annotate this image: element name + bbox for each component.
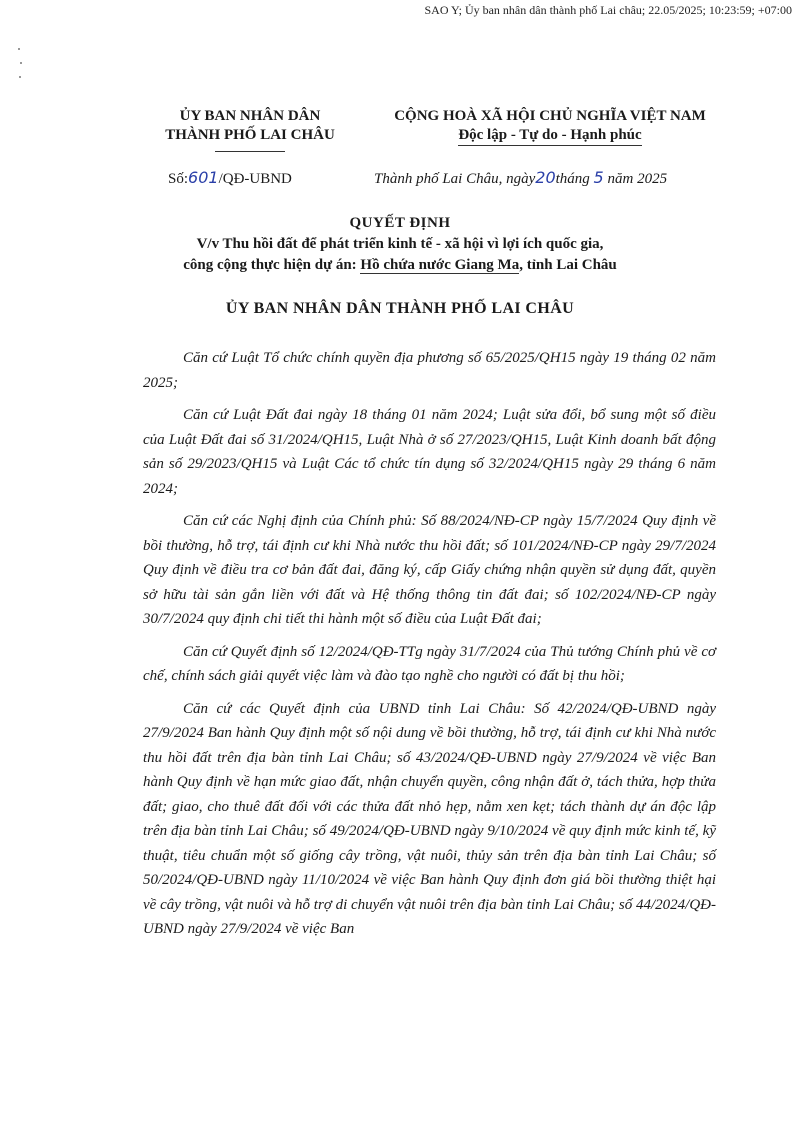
decision-heading: QUYẾT ĐỊNH: [349, 215, 451, 231]
decision-subject-line1: V/v Thu hồi đất để phát triển kinh tế - xã hội vì lợi ích quốc gia,: [196, 236, 604, 252]
document-number: [168, 168, 292, 188]
decision-title: [0, 213, 800, 276]
legal-basis-paragraph: Căn cứ Quyết định số 12/2024/QĐ-TTg ngày 31/7/2024 của Thủ tướng Chính phủ về cơ chế, chính sách giải quyết việc làm và đào tạo nghề cho người có đất bị thu hồi;: [143, 643, 716, 684]
date-day: 20: [535, 168, 556, 187]
legal-basis-paragraph: Căn cứ các Nghị định của Chính phủ: Số 88/2024/NĐ-CP ngày 15/7/2024 Quy định về bồi thường, hỗ trợ, tái định cư khi Nhà nước thu hồi đất; số 101/2024/NĐ-CP ngày 29/7/2024 Quy định về điều tra cơ bản đất đai, đăng ký, cấp Giấy chứng nhận quyền sử dụng đất, quyền sở hữu tài sản gắn liền với đất và Hệ thống thông tin đất đai; số 102/2024/NĐ-CP ngày 30/7/2024 quy định chi tiết thi hành một số điều của Luật Đất đai;: [143, 513, 716, 627]
document-number-handwritten: 601: [188, 168, 219, 187]
date-month: 5: [593, 168, 604, 187]
decision-subject-line2: công cộng thực hiện dự án: Hồ chứa nước Giang Ma, tỉnh Lai Châu: [183, 257, 617, 273]
national-name: CỘNG HOÀ XÃ HỘI CHỦ NGHĨA VIỆT NAM: [394, 108, 706, 124]
document-number-prefix: Số:: [168, 171, 189, 187]
document-date: [374, 168, 667, 188]
legal-basis-paragraph: Căn cứ Luật Tổ chức chính quyền địa phương số 65/2025/QH15 ngày 19 tháng 02 năm 2025;: [143, 350, 716, 391]
legal-basis-paragraph: Căn cứ các Quyết định của UBND tỉnh Lai Châu: Số 42/2024/QĐ-UBND ngày 27/9/2024 Ban hành Quy định một số nội dung về bồi thường, hỗ trợ, tái định cư khi Nhà nước thu hồi đất trên địa bàn tỉnh Lai Châu; số 43/2024/QĐ-UBND ngày 27/9/2024 về việc Ban hành Quy định về hạn mức giao đất, nhận chuyển quyền, công nhận đất ở, tách thửa, hợp thửa đất; giao, cho thuê đất đối với các thửa đất nhỏ hẹp, nằm xen kẹt; tách thành dự án độc lập trên địa bàn tỉnh Lai Châu; số 49/2024/QĐ-UBND ngày 9/10/2024 về quy định mức kinh tế, kỹ thuật, tiêu chuẩn một số giống cây trồng, vật nuôi, thủy sản trên địa bàn tỉnh Lai Châu; số 50/2024/QĐ-UBND ngày 11/10/2024 về việc Ban hành Quy định đơn giá bồi thường thiệt hại về cây trồng, vật nuôi và hỗ trợ di chuyển vật nuôi trên địa bàn tỉnh Lai Châu; số 44/2024/QĐ-UBND ngày 27/9/2024 về việc Ban: [143, 700, 716, 937]
issuing-authority-line2: THÀNH PHỐ LAI CHÂU: [165, 127, 335, 143]
scan-specks: [18, 48, 24, 88]
legal-basis-body: [143, 346, 716, 950]
date-suffix: năm 2025: [607, 171, 668, 187]
authority-underline: [215, 151, 285, 152]
date-mid: tháng: [555, 171, 590, 187]
project-name: Hồ chứa nước Giang Ma: [360, 257, 520, 273]
national-motto: Độc lập - Tự do - Hạnh phúc: [360, 126, 740, 145]
authority-heading: ỦY BAN NHÂN DÂN THÀNH PHỐ LAI CHÂU: [225, 300, 575, 317]
digital-copy-stamp: SAO Y; Ủy ban nhân dân thành phố Lai châu; 22.05/2025; 10:23:59; +07:00: [424, 3, 792, 17]
issuing-authority-line1: ỦY BAN NHÂN DÂN: [179, 108, 321, 124]
legal-basis-paragraph: Căn cứ Luật Đất đai ngày 18 tháng 01 năm 2024; Luật sửa đổi, bổ sung một số điều của Luật Đất đai số 31/2024/QH15, Luật Nhà ở số 27/2023/QH15, Luật Kinh doanh bất động sản số 29/2023/QH15 và Luật Các tổ chức tín dụng số 32/2024/QH15 ngày 29 tháng 6 năm 2024;: [143, 407, 716, 497]
document-number-suffix: /QĐ-UBND: [218, 171, 292, 187]
date-prefix: Thành phố Lai Châu, ngày: [374, 171, 536, 187]
